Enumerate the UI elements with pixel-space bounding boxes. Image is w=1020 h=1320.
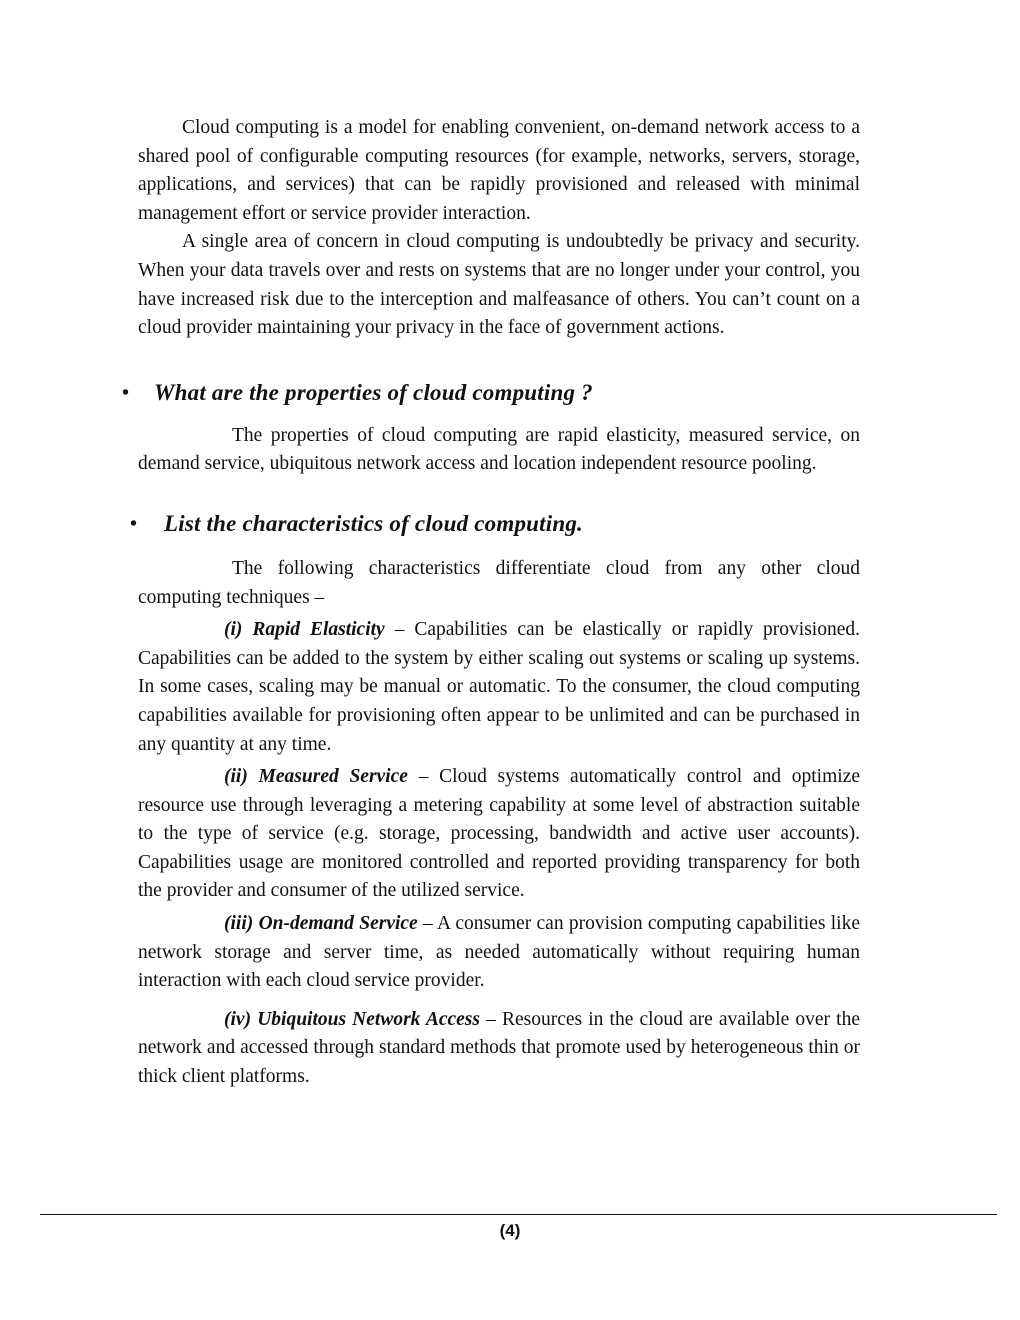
- characteristic-term: (iii) On-demand Service: [224, 913, 418, 935]
- characteristic-item: [138, 616, 860, 759]
- paragraph-privacy-concern: A single area of concern in cloud computing is undoubtedly be privacy and security. When your data travels over and rests on systems that are no longer under your control, you have increased risk due to the interception and malfeasance of others. You can’t count on a cloud provider maintaining your privacy in the face of government actions.: [138, 231, 860, 339]
- heading-characteristics: [130, 509, 860, 539]
- paragraph-cloud-definition: Cloud computing is a model for enabling convenient, on-demand network access to a shared pool of configurable computing resources (for example, networks, servers, storage, applications, and services) that can be rapidly provisioned and released with minimal management effort or service provider interaction.: [138, 117, 860, 224]
- characteristic-text: – A consumer can provision computing capabilities like network storage and server time, as needed automatically without requiring human interaction with each cloud service provider.: [138, 913, 860, 992]
- bullet-icon: •: [122, 381, 130, 404]
- bullet-icon: •: [130, 512, 138, 535]
- characteristic-term: (ii) Measured Service: [224, 766, 408, 788]
- characteristic-text: – Capabilities can be elastically or rapidly provisioned. Capabilities can be added to the system by either scaling out systems or scaling up systems. In some cases, scaling may be manual or automatic. To the consumer, the cloud computing capabilities available for provisioning often appear to be unlimited and can be purchased in any quantity at any time.: [138, 619, 861, 755]
- heading-characteristics-text: List the characteristics of cloud computing.: [164, 510, 583, 536]
- characteristic-term: (iv) Ubiquitous Network Access: [224, 1008, 480, 1030]
- characteristic-text: – Cloud systems automatically control and optimize resource use through leveraging a metering capability at some level of abstraction suitable to the type of service (e.g. storage, processing, bandwidth and active user accounts). Capabilities usage are monitored controlled and reported providing transparency for both the provider and consumer of the utilized service.: [138, 766, 860, 902]
- characteristic-item: [138, 763, 860, 906]
- characteristic-item: [138, 1006, 860, 1092]
- paragraph-characteristics-intro: The following characteristics differentiate cloud from any other cloud computing techniques –: [138, 557, 860, 608]
- page-content: [122, 114, 861, 1092]
- heading-properties: [122, 378, 860, 408]
- heading-properties-text: What are the properties of cloud computing ?: [154, 379, 593, 405]
- characteristic-item: [138, 910, 860, 996]
- paragraph-properties: The properties of cloud computing are rapid elasticity, measured service, on demand service, ubiquitous network access and location independent resource pooling.: [138, 424, 860, 475]
- characteristic-text: – Resources in the cloud are available over the network and accessed through standard methods that promote used by heterogeneous thin or thick client platforms.: [138, 1008, 860, 1088]
- characteristic-term: (i) Rapid Elasticity: [224, 619, 385, 641]
- page-number: (4): [499, 1221, 521, 1240]
- footer-divider: [40, 1214, 997, 1215]
